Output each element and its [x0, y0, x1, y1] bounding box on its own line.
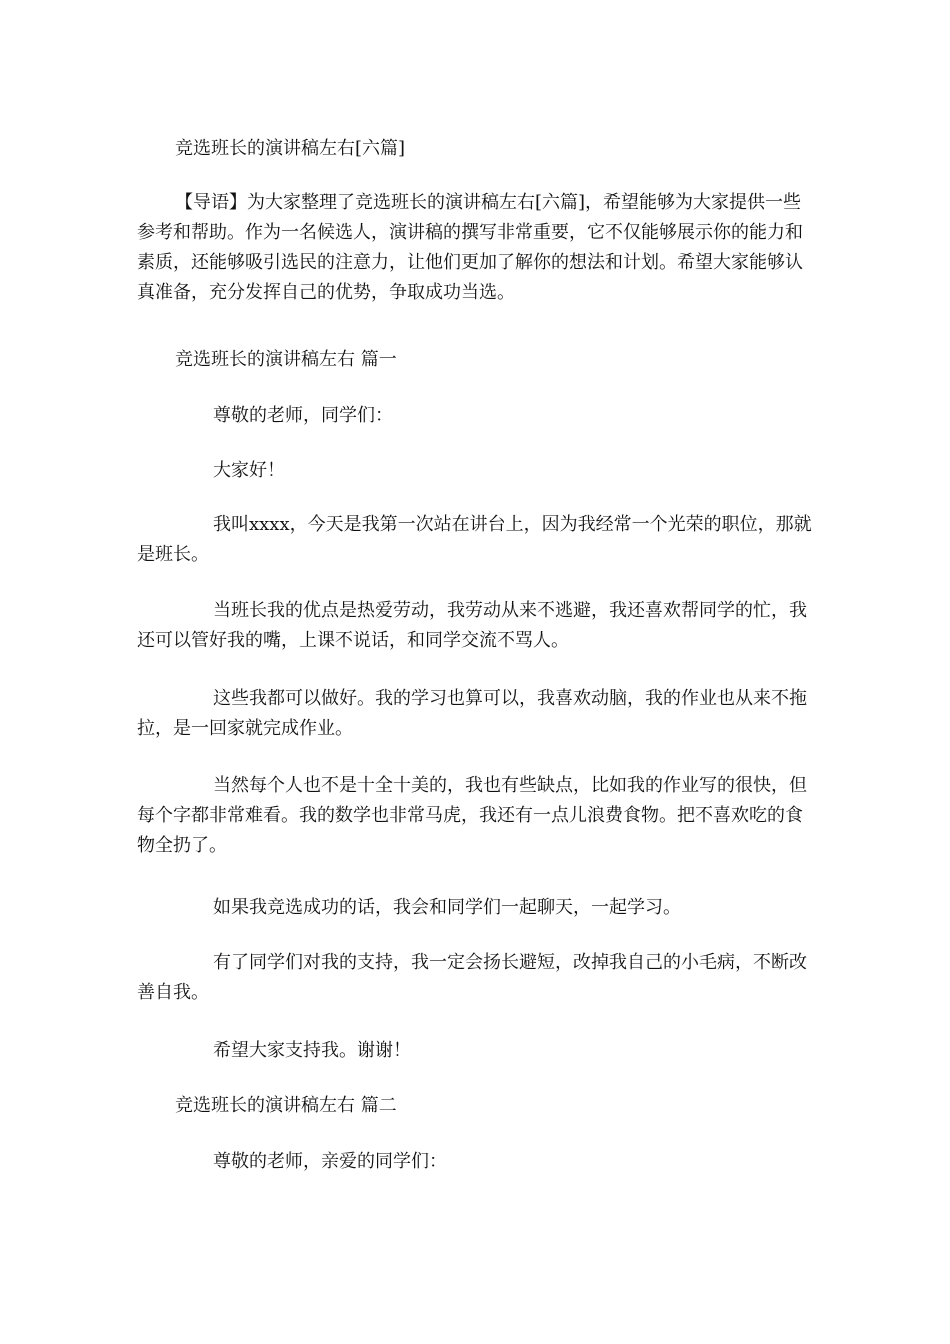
salutation: 尊敬的老师，亲爱的同学们：	[213, 1151, 447, 1172]
paragraph: 当班长我的优点是热爱劳动，我劳动从来不逃避，我还喜欢帮同学的忙，我还可以管好我的嘴，上课不说话，和同学交流不骂人。	[137, 600, 807, 651]
salutation: 尊敬的老师，同学们：	[213, 405, 393, 426]
document-title: 竞选班长的演讲稿左右[六篇]	[175, 138, 406, 159]
paragraph: 这些我都可以做好。我的学习也算可以，我喜欢动脑，我的作业也从来不拖拉，是一回家就完成作业。	[137, 688, 807, 739]
section-heading-1: 竞选班长的演讲稿左右 篇一	[175, 349, 397, 370]
greeting: 大家好！	[213, 460, 285, 481]
section-heading-2: 竞选班长的演讲稿左右 篇二	[175, 1095, 397, 1116]
paragraph: 当然每个人也不是十全十美的，我也有些缺点，比如我的作业写的很快，但每个字都非常难看。我的数学也非常马虎，我还有一点儿浪费食物。把不喜欢吃的食物全扔了。	[137, 775, 807, 856]
paragraph: 如果我竞选成功的话，我会和同学们一起聊天，一起学习。	[213, 897, 681, 918]
paragraph: 有了同学们对我的支持，我一定会扬长避短，改掉我自己的小毛病，不断改善自我。	[137, 952, 807, 1003]
paragraph: 我叫xxxx，今天是我第一次站在讲台上，因为我经常一个光荣的职位，那就是班长。	[137, 514, 812, 565]
intro-paragraph: 【导语】为大家整理了竞选班长的演讲稿左右[六篇]，希望能够为大家提供一些参考和帮助。作为一名候选人，演讲稿的撰写非常重要，它不仅能够展示你的能力和素质，还能够吸引选民的注意力，让他们更加了解你的想法和计划。希望大家能够认真准备，充分发挥自己的优势，争取成功当选。	[137, 192, 803, 303]
closing-line: 希望大家支持我。谢谢！	[213, 1040, 411, 1061]
